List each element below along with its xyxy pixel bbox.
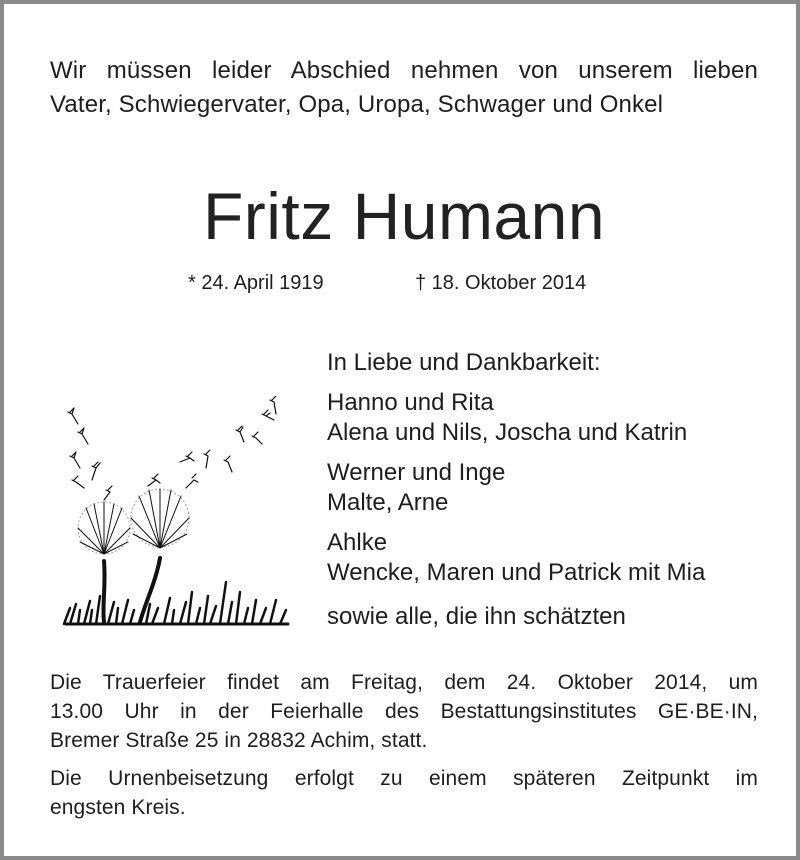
intro-line: Wir müssen leider Abschied nehmen von unserem lieben [50, 57, 758, 84]
mourner-line: Alena und Nils, Joscha und Katrin [327, 419, 688, 446]
mourner-group [327, 388, 777, 448]
mourners-list [327, 348, 777, 632]
funeral-line: 13.00 Uhr in der Feierhalle des Bestattungsinstitutes GE·BE·IN, [50, 700, 758, 723]
burial-line: Die Urnenbeisetzung erfolgt zu einem späteren Zeitpunkt im [50, 767, 758, 790]
mourner-line: Wencke, Maren und Patrick mit Mia [327, 559, 706, 586]
deceased-name: Fritz Humann [202, 179, 606, 253]
mourner-line: Hanno und Rita [327, 389, 494, 416]
burial-paragraph [50, 764, 758, 822]
mourner-line: Werner und Inge [327, 459, 506, 486]
burial-line: engsten Kreis. [50, 796, 186, 819]
funeral-line: Die Trauerfeier findet am Freitag, dem 24. Oktober 2014, um [50, 671, 758, 694]
service-info [50, 668, 758, 831]
mourner-group [327, 458, 777, 518]
mourner-line: Ahlke [327, 529, 388, 556]
mourner-line: Malte, Arne [327, 489, 449, 516]
funeral-line: Bremer Straße 25 in 28832 Achim, statt. [50, 729, 428, 752]
death-date: † 18. Oktober 2014 [415, 272, 587, 294]
mourners-heading: In Liebe und Dankbarkeit: [327, 349, 601, 376]
birth-date: * 24. April 1919 [188, 272, 324, 294]
mourners-closing: sowie alle, die ihn schätzten [327, 603, 626, 630]
dandelion-grass-icon [60, 396, 296, 628]
funeral-paragraph [50, 668, 758, 755]
mourner-group [327, 528, 777, 588]
intro-text [50, 54, 758, 122]
intro-line: Vater, Schwiegervater, Opa, Uropa, Schwager und Onkel [50, 91, 664, 118]
